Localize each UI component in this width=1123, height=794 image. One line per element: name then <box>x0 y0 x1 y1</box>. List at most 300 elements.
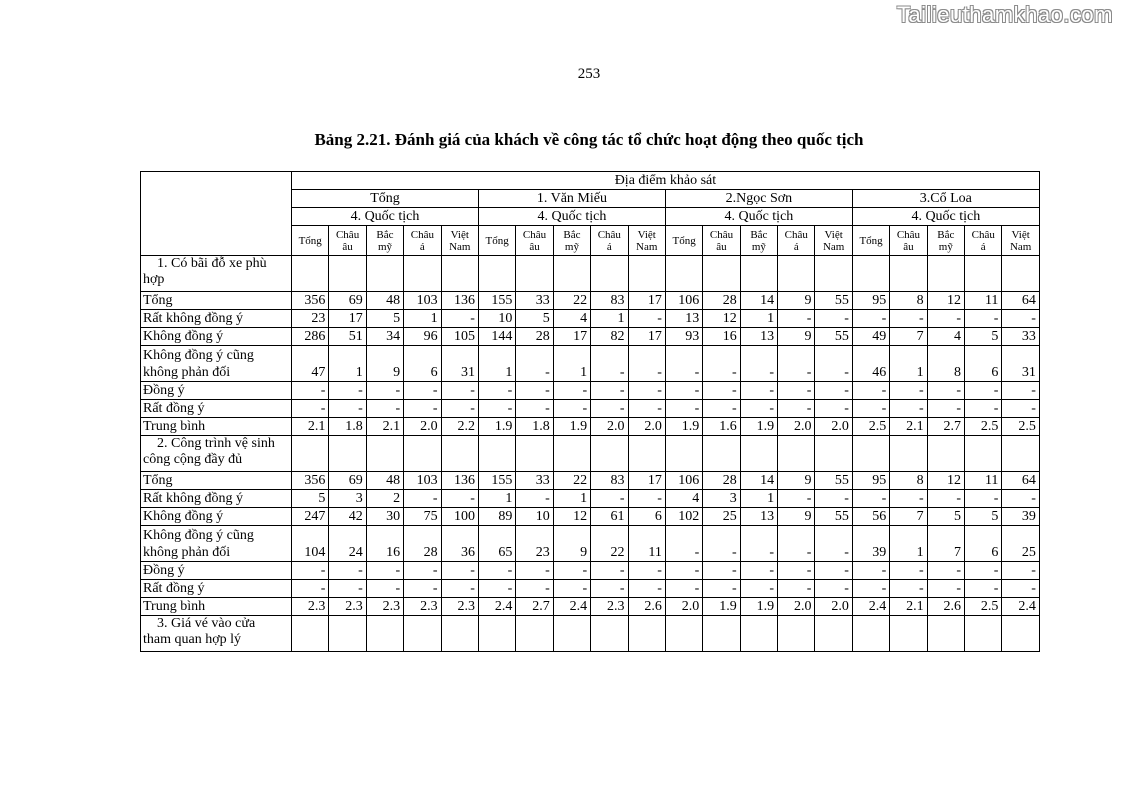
value-cell: - <box>927 382 964 400</box>
section-title-row <box>141 436 1040 472</box>
value-cell: 1.9 <box>740 598 777 616</box>
value-cell: 36 <box>441 526 478 562</box>
value-cell: 9 <box>778 472 815 490</box>
table-row <box>141 472 1040 490</box>
empty-cell <box>703 616 740 652</box>
value-cell: 33 <box>516 292 553 310</box>
value-cell: - <box>665 526 702 562</box>
value-cell: 1.6 <box>703 418 740 436</box>
value-cell: 6 <box>965 346 1002 382</box>
table-row <box>141 310 1040 328</box>
column-header-line2: á <box>793 240 799 253</box>
empty-cell <box>516 616 553 652</box>
value-cell: 2.6 <box>628 598 665 616</box>
value-cell: 12 <box>927 472 964 490</box>
value-cell: - <box>965 562 1002 580</box>
row-label: Đồng ý <box>141 562 292 580</box>
value-cell: 1 <box>591 310 628 328</box>
value-cell: 13 <box>740 328 777 346</box>
value-cell: - <box>703 580 740 598</box>
value-cell: 13 <box>665 310 702 328</box>
table-row <box>141 562 1040 580</box>
value-cell: - <box>890 400 927 418</box>
value-cell: 2.0 <box>628 418 665 436</box>
value-cell: 17 <box>329 310 366 328</box>
column-header-line1: Tổng <box>672 234 696 247</box>
value-cell: 1 <box>478 490 515 508</box>
header-group-subtitle: 4. Quốc tịch <box>665 208 852 226</box>
value-cell: 2.5 <box>965 418 1002 436</box>
value-cell: 2.4 <box>1002 598 1039 616</box>
empty-cell <box>665 436 702 472</box>
section-title <box>141 436 292 472</box>
value-cell: - <box>478 400 515 418</box>
value-cell: - <box>329 580 366 598</box>
value-cell: - <box>404 562 441 580</box>
value-cell: - <box>740 382 777 400</box>
value-cell: 2.3 <box>292 598 329 616</box>
value-cell: 55 <box>815 292 852 310</box>
column-header <box>703 226 740 256</box>
value-cell: 6 <box>404 346 441 382</box>
empty-cell <box>852 436 889 472</box>
value-cell: - <box>815 490 852 508</box>
value-cell: 7 <box>927 526 964 562</box>
column-header-line2: âu <box>342 240 353 253</box>
value-cell: 64 <box>1002 292 1039 310</box>
column-header <box>628 226 665 256</box>
column-header-line1: Bắc <box>563 228 581 241</box>
value-cell: 1 <box>740 490 777 508</box>
value-cell: - <box>628 562 665 580</box>
empty-cell <box>815 256 852 292</box>
value-cell: - <box>852 400 889 418</box>
value-cell: 106 <box>665 472 702 490</box>
column-header-line2: Nam <box>449 240 471 253</box>
value-cell: 7 <box>890 328 927 346</box>
value-cell: 48 <box>366 292 403 310</box>
value-cell: 31 <box>441 346 478 382</box>
value-cell: - <box>591 382 628 400</box>
column-header-line1: Việt <box>637 228 656 241</box>
empty-cell <box>478 436 515 472</box>
empty-cell <box>553 436 590 472</box>
value-cell: 155 <box>478 292 515 310</box>
value-cell: 2.4 <box>553 598 590 616</box>
value-cell: - <box>965 310 1002 328</box>
value-cell: 61 <box>591 508 628 526</box>
value-cell: 39 <box>852 526 889 562</box>
value-cell: - <box>553 400 590 418</box>
value-cell: - <box>1002 400 1039 418</box>
survey-table <box>140 171 1040 652</box>
value-cell: 28 <box>703 472 740 490</box>
empty-cell <box>591 616 628 652</box>
value-cell: 55 <box>815 508 852 526</box>
value-cell: 16 <box>703 328 740 346</box>
value-cell: - <box>441 490 478 508</box>
column-header-line1: Châu <box>784 228 808 241</box>
value-cell: 2.7 <box>927 418 964 436</box>
value-cell: - <box>965 580 1002 598</box>
value-cell: 4 <box>665 490 702 508</box>
column-header-line1: Châu <box>896 228 921 241</box>
empty-cell <box>329 436 366 472</box>
empty-cell <box>778 256 815 292</box>
table-row <box>141 328 1040 346</box>
value-cell: - <box>1002 310 1039 328</box>
value-cell: 6 <box>628 508 665 526</box>
value-cell: 33 <box>516 472 553 490</box>
value-cell: 23 <box>516 526 553 562</box>
table-row <box>141 346 1040 382</box>
header-group-name: 2.Ngọc Sơn <box>665 190 852 208</box>
row-label: Rất không đồng ý <box>141 310 292 328</box>
value-cell: - <box>404 400 441 418</box>
value-cell: - <box>553 382 590 400</box>
value-cell: 1 <box>740 310 777 328</box>
value-cell: 1.9 <box>703 598 740 616</box>
value-cell: - <box>740 346 777 382</box>
row-label: Không đồng ý <box>141 328 292 346</box>
value-cell: - <box>890 580 927 598</box>
value-cell: 17 <box>628 472 665 490</box>
value-cell: 105 <box>441 328 478 346</box>
section-title-line2: hợp <box>143 272 165 287</box>
value-cell: 22 <box>553 472 590 490</box>
empty-cell <box>478 616 515 652</box>
value-cell: 356 <box>292 472 329 490</box>
value-cell: 8 <box>927 346 964 382</box>
column-header-line1: Việt <box>824 228 843 241</box>
column-header-line1: Châu <box>410 228 434 241</box>
empty-cell <box>1002 616 1039 652</box>
value-cell: 1 <box>890 346 927 382</box>
header-group-subtitle: 4. Quốc tịch <box>292 208 479 226</box>
value-cell: 6 <box>965 526 1002 562</box>
empty-cell <box>890 616 927 652</box>
value-cell: - <box>665 400 702 418</box>
value-cell: - <box>927 310 964 328</box>
value-cell: - <box>366 382 403 400</box>
value-cell: 22 <box>591 526 628 562</box>
value-cell: 51 <box>329 328 366 346</box>
value-cell: - <box>703 562 740 580</box>
column-header-line2: Nam <box>1009 240 1032 253</box>
empty-cell <box>292 436 329 472</box>
value-cell: 17 <box>628 328 665 346</box>
row-label: Trung bình <box>141 598 292 616</box>
empty-cell <box>778 616 815 652</box>
value-cell: 17 <box>553 328 590 346</box>
section-title-line2: công cộng đầy đủ <box>143 452 243 467</box>
column-header-line1: Bắc <box>376 228 394 241</box>
empty-cell <box>927 616 964 652</box>
value-cell: 5 <box>516 310 553 328</box>
table-row <box>141 508 1040 526</box>
value-cell: - <box>815 526 852 562</box>
table-row <box>141 490 1040 508</box>
value-cell: 39 <box>1002 508 1039 526</box>
value-cell: - <box>591 580 628 598</box>
value-cell: - <box>441 382 478 400</box>
value-cell: - <box>927 580 964 598</box>
column-header <box>553 226 590 256</box>
column-header-line2: á <box>980 240 986 253</box>
column-header <box>927 226 964 256</box>
value-cell: 2.5 <box>965 598 1002 616</box>
empty-cell <box>404 436 441 472</box>
column-header-line2: mỹ <box>564 240 579 253</box>
value-cell: - <box>815 382 852 400</box>
table-row <box>141 400 1040 418</box>
column-header-line2: mỹ <box>377 240 392 253</box>
column-header <box>740 226 777 256</box>
value-cell: 14 <box>740 472 777 490</box>
value-cell: - <box>815 310 852 328</box>
value-cell: - <box>665 346 702 382</box>
value-cell: - <box>516 580 553 598</box>
value-cell: - <box>815 400 852 418</box>
value-cell: - <box>628 310 665 328</box>
column-header-line1: Châu <box>709 228 734 241</box>
value-cell: - <box>292 562 329 580</box>
value-cell: 28 <box>404 526 441 562</box>
value-cell: - <box>927 400 964 418</box>
column-header-line1: Tổng <box>485 234 509 247</box>
value-cell: - <box>852 562 889 580</box>
value-cell: - <box>292 580 329 598</box>
value-cell: - <box>516 490 553 508</box>
value-cell: - <box>441 562 478 580</box>
value-cell: - <box>1002 490 1039 508</box>
value-cell: 2.1 <box>890 418 927 436</box>
empty-cell <box>441 436 478 472</box>
value-cell: 136 <box>441 472 478 490</box>
section-title-row <box>141 256 1040 292</box>
value-cell: 2.1 <box>890 598 927 616</box>
value-cell: 2 <box>366 490 403 508</box>
value-cell: 10 <box>478 310 515 328</box>
value-cell: 96 <box>404 328 441 346</box>
column-header <box>329 226 366 256</box>
value-cell: 49 <box>852 328 889 346</box>
value-cell: - <box>703 526 740 562</box>
value-cell: 16 <box>366 526 403 562</box>
value-cell: 2.0 <box>591 418 628 436</box>
value-cell: - <box>703 346 740 382</box>
value-cell: - <box>329 382 366 400</box>
value-cell: 2.6 <box>927 598 964 616</box>
empty-cell <box>628 436 665 472</box>
value-cell: 1 <box>890 526 927 562</box>
column-header-line1: Bắc <box>750 228 768 241</box>
column-header-line2: âu <box>903 240 914 253</box>
empty-cell <box>404 616 441 652</box>
value-cell: - <box>553 562 590 580</box>
value-cell: 23 <box>292 310 329 328</box>
value-cell: 33 <box>1002 328 1039 346</box>
value-cell: - <box>516 400 553 418</box>
value-cell: 93 <box>665 328 702 346</box>
value-cell: 2.0 <box>778 598 815 616</box>
value-cell: 4 <box>553 310 590 328</box>
value-cell: 82 <box>591 328 628 346</box>
column-header <box>366 226 403 256</box>
value-cell: - <box>778 526 815 562</box>
value-cell: 95 <box>852 472 889 490</box>
value-cell: 9 <box>778 292 815 310</box>
value-cell: 11 <box>965 472 1002 490</box>
value-cell: 2.0 <box>665 598 702 616</box>
table-title: Bảng 2.21. Đánh giá của khách về công tác tổ chức hoạt động theo quốc tịch <box>314 130 864 149</box>
value-cell: - <box>890 382 927 400</box>
value-cell: - <box>516 562 553 580</box>
row-label: Không đồng ý cũng không phản đối <box>141 526 292 562</box>
value-cell: 104 <box>292 526 329 562</box>
value-cell: 42 <box>329 508 366 526</box>
value-cell: - <box>591 400 628 418</box>
header-row-location <box>141 172 1040 190</box>
value-cell: 2.1 <box>292 418 329 436</box>
value-cell: 13 <box>740 508 777 526</box>
value-cell: 1.8 <box>516 418 553 436</box>
value-cell: 2.3 <box>441 598 478 616</box>
value-cell: - <box>628 382 665 400</box>
empty-cell <box>404 256 441 292</box>
empty-cell <box>965 616 1002 652</box>
header-location-title: Địa điểm khảo sát <box>292 172 1040 190</box>
empty-cell <box>703 436 740 472</box>
value-cell: - <box>591 346 628 382</box>
column-header-line2: mỹ <box>938 240 953 253</box>
value-cell: 89 <box>478 508 515 526</box>
empty-cell <box>890 256 927 292</box>
value-cell: - <box>778 346 815 382</box>
column-header-line2: Nam <box>636 240 658 253</box>
empty-cell <box>665 256 702 292</box>
empty-cell <box>665 616 702 652</box>
value-cell: - <box>965 490 1002 508</box>
value-cell: 100 <box>441 508 478 526</box>
column-header <box>852 226 889 256</box>
empty-cell <box>329 616 366 652</box>
value-cell: 75 <box>404 508 441 526</box>
value-cell: 103 <box>404 472 441 490</box>
table-row <box>141 526 1040 562</box>
column-header <box>815 226 852 256</box>
empty-cell <box>815 616 852 652</box>
table-row <box>141 598 1040 616</box>
value-cell: 2.5 <box>1002 418 1039 436</box>
value-cell: 64 <box>1002 472 1039 490</box>
column-header-line1: Tổng <box>298 234 322 247</box>
value-cell: 69 <box>329 472 366 490</box>
value-cell: 9 <box>778 508 815 526</box>
value-cell: - <box>852 490 889 508</box>
value-cell: 2.0 <box>815 598 852 616</box>
empty-cell <box>740 256 777 292</box>
value-cell: 2.3 <box>366 598 403 616</box>
empty-cell <box>516 256 553 292</box>
empty-cell <box>965 436 1002 472</box>
value-cell: 3 <box>703 490 740 508</box>
empty-cell <box>553 256 590 292</box>
value-cell: - <box>852 310 889 328</box>
row-label: Rất không đồng ý <box>141 490 292 508</box>
value-cell: - <box>815 562 852 580</box>
empty-cell <box>329 256 366 292</box>
value-cell: - <box>292 382 329 400</box>
value-cell: - <box>441 400 478 418</box>
value-cell: - <box>852 382 889 400</box>
value-cell: - <box>815 580 852 598</box>
value-cell: 7 <box>890 508 927 526</box>
value-cell: 55 <box>815 328 852 346</box>
value-cell: 2.0 <box>815 418 852 436</box>
value-cell: 1 <box>553 346 590 382</box>
value-cell: - <box>628 346 665 382</box>
value-cell: - <box>778 310 815 328</box>
value-cell: - <box>703 382 740 400</box>
column-header-line1: Châu <box>522 228 547 241</box>
empty-cell <box>890 436 927 472</box>
value-cell: - <box>628 490 665 508</box>
value-cell: - <box>366 400 403 418</box>
section-title-line2: tham quan hợp lý <box>143 632 241 647</box>
value-cell: 24 <box>329 526 366 562</box>
value-cell: - <box>591 562 628 580</box>
value-cell: - <box>366 580 403 598</box>
value-cell: 5 <box>965 508 1002 526</box>
column-header-line2: á <box>606 240 612 253</box>
value-cell: - <box>665 562 702 580</box>
empty-cell <box>852 616 889 652</box>
header-corner-cell <box>141 172 292 256</box>
value-cell: - <box>927 490 964 508</box>
header-group-name: Tổng <box>292 190 479 208</box>
value-cell: 2.5 <box>852 418 889 436</box>
empty-cell <box>441 616 478 652</box>
value-cell: - <box>740 400 777 418</box>
value-cell: - <box>1002 580 1039 598</box>
empty-cell <box>366 436 403 472</box>
column-header <box>292 226 329 256</box>
empty-cell <box>292 616 329 652</box>
value-cell: 12 <box>703 310 740 328</box>
value-cell: 69 <box>329 292 366 310</box>
header-group-subtitle: 4. Quốc tịch <box>852 208 1039 226</box>
value-cell: - <box>628 400 665 418</box>
value-cell: 1.9 <box>665 418 702 436</box>
column-header <box>665 226 702 256</box>
column-header <box>778 226 815 256</box>
table-row <box>141 418 1040 436</box>
empty-cell <box>628 256 665 292</box>
empty-cell <box>366 616 403 652</box>
value-cell: 1.8 <box>329 418 366 436</box>
value-cell: - <box>740 580 777 598</box>
section-title-line1: 1. Có bãi đỗ xe phù <box>157 256 267 271</box>
value-cell: - <box>703 400 740 418</box>
empty-cell <box>292 256 329 292</box>
empty-cell <box>965 256 1002 292</box>
header-group-subtitle: 4. Quốc tịch <box>478 208 665 226</box>
value-cell: - <box>404 490 441 508</box>
empty-cell <box>1002 256 1039 292</box>
header-group-name: 1. Văn Miếu <box>478 190 665 208</box>
value-cell: 5 <box>292 490 329 508</box>
